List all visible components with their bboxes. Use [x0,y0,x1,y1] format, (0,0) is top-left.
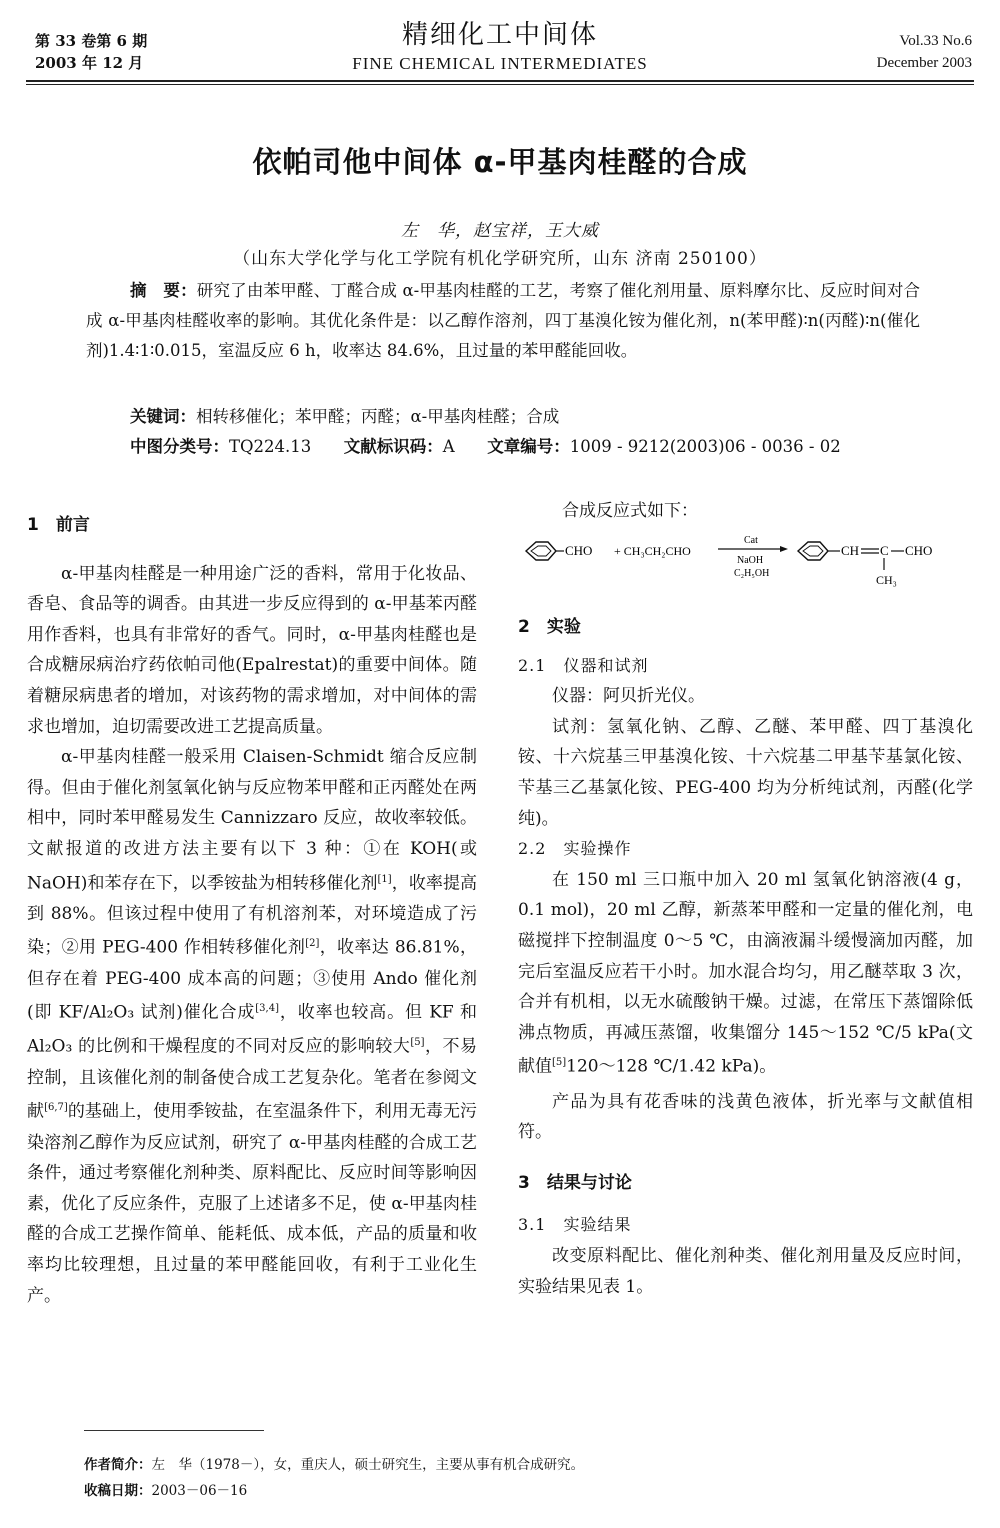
product-description: 产品为具有花香味的浅黄色液体，折光率与文献值相符。 [518,1091,973,1143]
left-column [27,510,477,1311]
issue-date: 2003 年 12 月 [35,54,144,72]
doc-code-label: 文献标识码： [343,437,443,456]
base-label: NaOH [737,555,764,566]
ref-5b: [5] [552,1057,567,1069]
keywords-text: 相转移催化；苯甲醛；丙醛；α-甲基肉桂醛；合成 [196,407,560,426]
subsection-3-1-heading: 3.1 实验结果 [518,1215,632,1235]
article-number: 1009 - 9212(2003)06 - 0036 - 02 [569,437,841,456]
intro-paragraph-1-text: α-甲基肉桂醛是一种用途广泛的香料，常用于化妆品、香皂、食品等的调香。由其进一步反应得到的 α-甲基苯丙醛用作香料，也具有非常好的香气。同时，α-甲基肉桂醛也是合成糖尿病治疗药依帕司他(Epalrestat)的重要中间体。随着糖尿病患者的增加，对该药物的需求增加，对中间体的需求也增加，迫切需要改进工艺提高质量。 [27,563,477,737]
product-ch3: CH₃ [876,573,897,587]
author-bio-label: 作者简介： [84,1457,152,1473]
intro-paragraph-1 [27,559,477,743]
benzaldehyde-structure [526,542,592,560]
ref-3: [3,4] [255,1003,279,1015]
issue-info-en [877,30,972,74]
issue-volume: 第 33 卷第 6 期 [35,32,148,50]
keywords [130,402,920,432]
procedure-text-b: 120～128 ℃/1.42 kPa)。 [566,1056,777,1077]
section-1-heading: 1 前言 [27,515,90,535]
p2-part-f: 的基础上，使用季铵盐，在室温条件下，利用无毒无污染溶剂乙醇作为反应试剂，研究了 α-甲基肉桂醛的合成工艺条件，通过考察催化剂种类、原料配比、反应时间等影响因素，优化了反应条件，克服了上述诸多不足，使 α-甲基肉桂醛的合成工艺操作简单、能耗低、成本低，产品的质量和收率均比较理想，且过量的苯甲醛能回收，有利于工业化生产。 [27,1101,478,1306]
product-cho: CHO [905,543,933,558]
p2-part-a: α-甲基肉桂醛一般采用 Claisen-Schmidt 缩合反应制得。但由于催化剂氢氧化钠与反应物苯甲醛和正丙醛处在两相中，同时苯甲醛易发生 Cannizzaro 反应，故收率较低。文献报道的改进方法主要有以下 3 种：①在 KOH(或 NaOH)和苯存在下，以季铵盐为相转移催化剂 [27,747,477,894]
p2-part-d: ，收率也较高。但 KF 和 Al₂O₃ 的比例和干燥程度的不同对反应的影响较大 [27,1002,477,1058]
reagents: 试剂：氢氧化钠、乙醇、乙醚、苯甲醛、四丁基溴化铵、十六烷基三甲基溴化铵、十六烷基二甲基苄基氯化铵、苄基三乙基氯化铵、PEG-400 均为分析纯试剂，丙醛(化学纯)。 [518,716,973,829]
abstract-label: 摘 要： [130,281,197,300]
reaction-scheme [518,530,978,590]
received-date-label: 收稿日期： [84,1483,152,1499]
issue-date-en: December 2003 [876,55,972,71]
journal-title-cn: 精细化工中间体 [401,20,598,50]
subsection-2-1-heading: 2.1 仪器和试剂 [518,655,649,675]
procedure-text-a: 在 150 ml 三口瓶中加入 20 ml 氢氧化钠溶液(4 g，0.1 mol)，20 ml 乙醇，新蒸苯甲醛和一定量的催化剂，电磁搅拌下控制温度 0～5 ℃，由滴液漏斗缓慢滴加丙醛，加完后室温反应若干小时。加水混合均匀，用乙醚萃取 3 次，合并有机相，以无水硫酸钠干燥。过滤，在常压下蒸馏除低沸点物质，再减压蒸馏，收集馏分 145～152 ℃/5 kPa(文献值 [518,869,973,1077]
scheme-intro: 合成反应式如下： [562,501,698,521]
abstract [86,276,920,366]
author-bio [84,1452,944,1478]
article-title: 依帕司他中间体 α-甲基肉桂醛的合成 [252,145,748,179]
right-column [518,612,973,1302]
article-number-label: 文章编号： [487,437,570,456]
product-ch: CH [841,543,860,558]
header-rule [26,80,974,82]
received-date-value: 2003－06－16 [151,1483,248,1499]
journal-title [0,18,1000,76]
results-text: 改变原料配比、催化剂种类、催化剂用量及反应时间，实验结果见表 1。 [518,1245,973,1297]
footnote-rule [84,1430,264,1431]
author-bio-text: 左 华（1978－），女，重庆人，硕士研究生，主要从事有机合成研究。 [151,1457,585,1473]
classification [130,432,920,462]
reaction-arrow [718,535,788,579]
instruments: 仪器：阿贝折光仪。 [552,686,705,707]
clc-label: 中图分类号： [130,437,229,456]
clc-code: TQ224.13 [229,437,312,456]
p2-part-e: ，不易控制，且该催化剂的制备使合成工艺复杂化。笔者在参阅文献 [27,1037,477,1122]
ref-5: [5] [410,1037,425,1049]
ref-6: [6,7] [44,1102,68,1114]
abstract-text: 研究了由苯甲醛、丁醛合成 α-甲基肉桂醛的工艺，考察了催化剂用量、原料摩尔比、反应时间对合成 α-甲基肉桂醛收率的影响。其优化条件是：以乙醇作溶剂，四丁基溴化铵为催化剂，n(苯甲醛)∶n(丙醛)∶n(催化剂)1.4∶1∶0.015，室温反应 6 h，收率达 84.6%，且过量的苯甲醛能回收。 [86,281,921,360]
scheme-intro-block [518,496,973,527]
authors: 左 华，赵宝祥，王大威 [401,221,599,241]
product-structure [798,542,932,587]
received-date [84,1478,944,1504]
keywords-label: 关键词： [130,407,196,426]
doc-code: A [442,437,455,456]
catalyst-label: Cat [744,535,758,546]
journal-title-en: FINE CHEMICAL INTERMEDIATES [352,54,648,73]
intro-paragraph-2 [27,742,477,1311]
issue-volume-en: Vol.33 No.6 [899,33,972,49]
section-3-heading: 3 结果与讨论 [518,1172,632,1193]
affiliation: （山东大学化学与化工学院有机化学研究所，山东 济南 250100） [233,249,767,269]
p2-part-c: ，收率达 86.81%，但存在着 PEG-400 成本高的问题；③使用 Ando 催化剂(即 KF/Al₂O₃ 试剂)催化合成 [27,938,477,1023]
solvent-label: C₂H₅OH [734,568,770,579]
header-rule-thin [26,84,974,85]
p2-part-b: ，收率提高到 88%。但该过程中使用了有机溶剂苯，对环境造成了污染；②用 PEG-400 作相转移催化剂 [27,873,478,959]
reactant-1-cho: CHO [565,543,593,558]
subsection-2-2-heading: 2.2 实验操作 [518,839,632,859]
product-c: C [880,543,889,558]
ref-1: [1] [377,873,392,885]
procedure [518,865,973,1083]
ref-2: [2] [305,938,320,950]
reactant-2: + CH₃CH₂CHO [614,544,691,558]
section-2-heading: 2 实验 [518,617,581,637]
